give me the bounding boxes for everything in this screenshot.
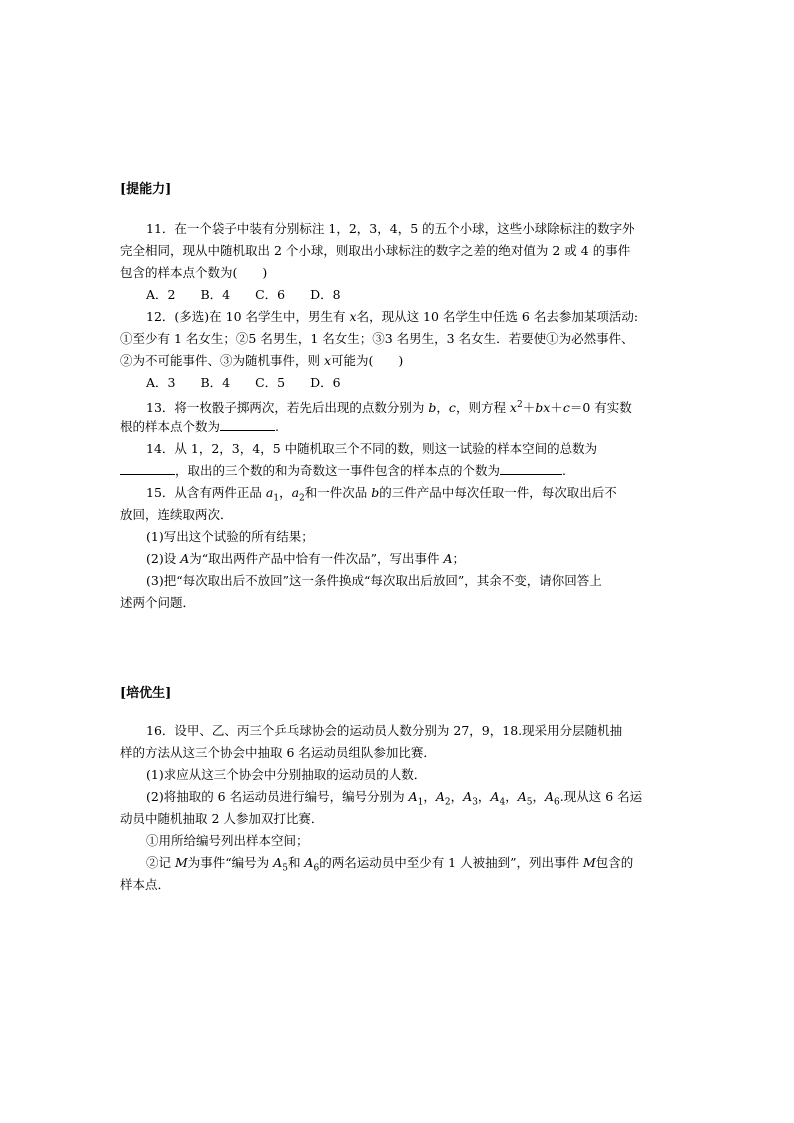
q12-line1 (146, 306, 638, 328)
q11-line1: 11．在一个袋子中装有分别标注 1，2，3，4，5 的五个小球，这些小球除标注的数字外 (146, 221, 635, 236)
q15-text: 和一件次品 (304, 485, 372, 500)
var-A: A (517, 789, 527, 804)
answer-blank (220, 416, 275, 431)
q16-part1: (1)求应从这三个协会中分别抽取的运动员的人数． (146, 767, 427, 782)
section-heading-improve: [提能力] (120, 182, 172, 197)
answer-blank (500, 460, 562, 475)
q16-text: ②记 (146, 855, 175, 870)
var-a: a (265, 485, 274, 500)
subscript: 5 (282, 863, 288, 874)
q15-text: ； (452, 551, 466, 566)
var-c: c (448, 400, 456, 416)
var-a: a (291, 485, 300, 500)
subscript: 1 (417, 797, 424, 808)
q12-text: ②为不可能事件、③为随机事件，则 (120, 353, 324, 368)
q13-text: ，则方程 (455, 400, 510, 416)
var-A: A (463, 789, 473, 804)
q14-text: ，取出的三个数的和为奇数这一事件包含的样本点的个数为 (175, 463, 501, 478)
subscript: 3 (472, 797, 478, 808)
subscript: 2 (299, 493, 305, 504)
superscript: 2 (516, 400, 523, 410)
q12-line3 (120, 350, 403, 372)
q14-line2 (120, 460, 566, 482)
answer-blank (120, 460, 175, 475)
q11-options: A．2 B．4 C．6 D．8 (146, 287, 341, 302)
q13-line2 (120, 416, 279, 438)
q15-text: 为“取出两件产品中恰有一件次品”，写出事件 (189, 551, 444, 566)
var-A: A (180, 551, 190, 566)
q16-text: ， (505, 789, 518, 804)
var-x: x (323, 353, 332, 368)
q13-text: ＝0 有实数 (569, 400, 632, 416)
q16-sub2-line2: 样本点． (120, 877, 171, 892)
q16-text: ， (450, 789, 464, 804)
q11-line2: 完全相同，现从中随机取出 2 个小球，则取出小球标注的数字之差的绝对值为 2 或 4 的事件 (120, 243, 631, 258)
var-c: c (562, 400, 570, 416)
q16-text: 和 (287, 855, 305, 870)
var-A: A (545, 789, 555, 804)
q15-text: 的三件产品中每次任取一件，每次取出后不 (379, 485, 617, 500)
var-x: x (349, 309, 357, 324)
q16-line2: 样的方法从这三个协会中抽取 6 名运动员组队参加比赛． (120, 745, 436, 760)
q14-line1: 14．从 1，2，3，4，5 中随机取三个不同的数，则这一试验的样本空间的总数为 (146, 441, 598, 456)
var-b: b (371, 485, 380, 500)
q16-sub1: ①用所给编号列出样本空间； (146, 833, 309, 848)
q15-part2 (146, 548, 465, 570)
q16-text: ， (532, 789, 545, 804)
q15-part3-line2: 述两个问题． (120, 595, 196, 610)
subscript: 5 (526, 797, 533, 808)
q16-text: 为事件“编号为 (187, 855, 274, 870)
var-A: A (435, 789, 445, 804)
subscript: 2 (444, 797, 451, 808)
q16-text: ， (477, 789, 491, 804)
q12-line2: ①至少有 1 名女生；②5 名男生，1 名女生；③3 名男生，3 名女生．若要使①为必然事件、 (120, 331, 634, 346)
var-M: M (582, 855, 596, 870)
q13-text: ＋ (550, 400, 563, 416)
var-bx: bx (535, 400, 551, 416)
var-A: A (490, 789, 500, 804)
var-x: x (509, 400, 517, 416)
q13-text: 根的样本点个数为 (120, 419, 221, 434)
var-A: A (273, 855, 283, 870)
section-heading-advanced: [培优生] (120, 686, 172, 701)
q13-text: . (275, 419, 279, 434)
q12-text: 可能为( ) (331, 353, 404, 368)
q15-text: ， (279, 485, 292, 500)
q16-text: .现从这 6 名运 (559, 789, 643, 804)
q12-text: 12．(多选)在 10 名学生中，男生有 (146, 309, 350, 324)
var-A: A (304, 855, 314, 870)
subscript: 4 (499, 797, 506, 808)
q15-text: (2)设 (146, 551, 181, 566)
q16-sub2 (146, 852, 633, 880)
q14-text: . (562, 463, 566, 478)
q13-text: ＋ (522, 400, 536, 416)
var-A: A (443, 551, 453, 566)
subscript: 6 (554, 797, 560, 808)
q13-text: 13．将一枚骰子掷两次，若先后出现的点数分别为 (146, 400, 429, 416)
q15-line2: 放回，连续取两次． (120, 507, 233, 522)
q12-options: A．3 B．4 C．5 D．6 (146, 375, 341, 390)
q16-line1: 16．设甲、乙、丙三个乒乓球协会的运动员人数分别为 27，9，18.现采用分层随机抽 (146, 723, 623, 738)
q16-part2-line2: 动员中随机抽取 2 人参加双打比赛． (120, 811, 324, 826)
q15-text: 15．从含有两件正品 (146, 485, 266, 500)
var-b: b (428, 400, 437, 416)
q15-part3: (3)把“每次取出后不放回”这一条件换成“每次取出后放回”，其余不变，请你回答上 (146, 573, 602, 588)
var-M: M (174, 855, 188, 870)
q16-text: 的两名运动员中至少有 1 人被抽到”，列出事件 (319, 855, 583, 870)
subscript: 6 (313, 863, 320, 874)
q11-line3: 包含的样本点个数为( ) (120, 265, 268, 280)
subscript: 1 (273, 493, 280, 504)
q13-text: ， (436, 400, 449, 416)
q16-text: ， (423, 789, 436, 804)
q12-text: 名，现从这 10 名学生中任选 6 名去参加某项活动: (356, 309, 639, 324)
q16-text: 包含的 (595, 855, 634, 870)
var-A: A (408, 789, 418, 804)
q16-text: (2)将抽取的 6 名运动员进行编号，编号分别为 (146, 789, 409, 804)
q15-part1: (1)写出这个试验的所有结果； (146, 529, 314, 544)
